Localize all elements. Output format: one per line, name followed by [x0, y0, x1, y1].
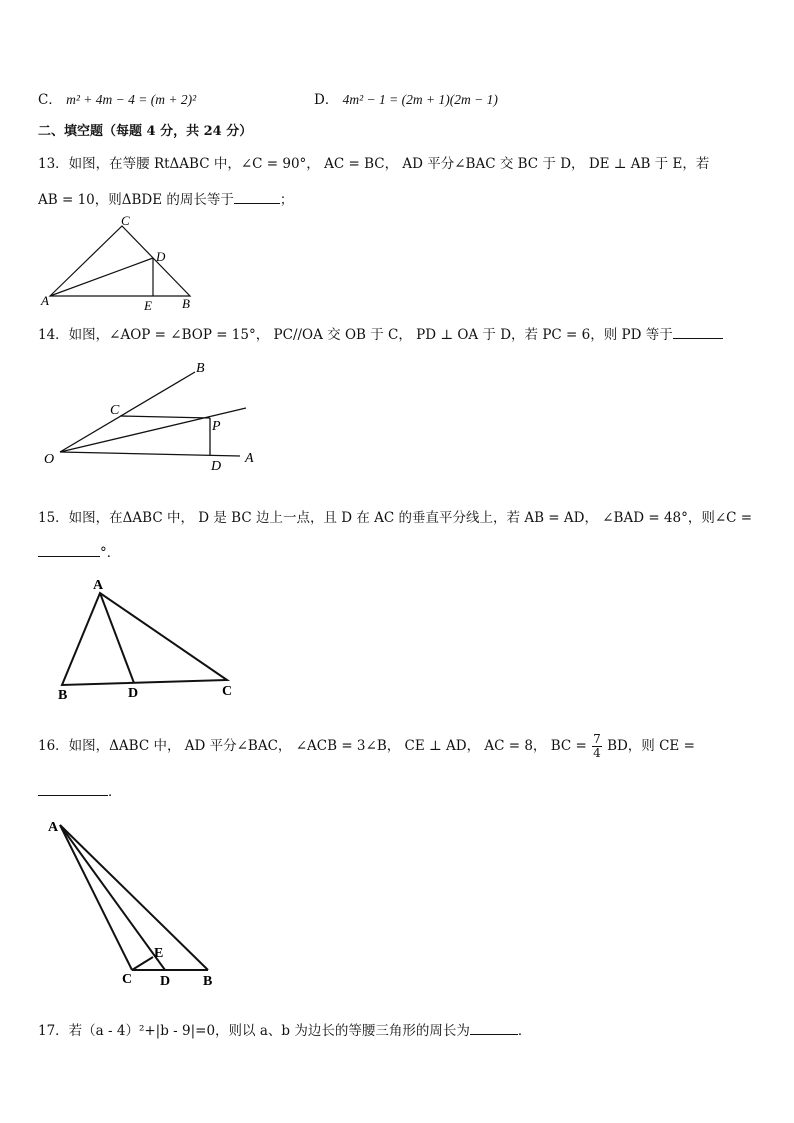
q15-label-c: C	[222, 684, 233, 699]
q14-label-c: C	[110, 403, 120, 418]
option-d-expression: 4m² − 1 = (2m + 1)(2m − 1)	[342, 92, 498, 107]
q17-text: 17．若（a - 4）²+|b - 9|=0，则以 a、b 为边长的等腰三角形的周长为	[38, 1023, 470, 1039]
q14-label-a: A	[245, 451, 254, 466]
q13-label-b: B	[182, 296, 190, 311]
q16-tail: ．	[108, 784, 122, 800]
q16-label-a: A	[48, 820, 59, 835]
q16-label-e: E	[154, 946, 164, 961]
q16-answer-blank[interactable]	[38, 781, 108, 796]
q14-figure	[40, 358, 270, 473]
q14-answer-blank[interactable]	[673, 324, 723, 339]
q15-label-a: A	[93, 578, 104, 593]
q15-tail: °．	[100, 545, 121, 561]
q15-label-b: B	[58, 688, 68, 703]
q15-line2	[38, 541, 120, 561]
option-c-expression: m² + 4m − 4 = (m + 2)²	[66, 92, 197, 107]
q16-fraction-numerator: 7	[593, 732, 601, 746]
q16-fraction-denominator: 4	[593, 746, 601, 760]
q14-line	[38, 323, 723, 343]
q13-line2	[38, 188, 293, 208]
section-title: 二、填空题（每题 4 分，共 24 分）	[38, 124, 253, 139]
q16-label-c: C	[122, 972, 133, 987]
q13-label-d: D	[156, 249, 166, 264]
q16-label-d: D	[160, 974, 171, 989]
q15-figure	[50, 575, 265, 703]
q14-label-d: D	[211, 459, 222, 474]
q14-label-o: O	[44, 452, 55, 467]
q16-line1	[38, 733, 695, 760]
q14-label-b: B	[196, 361, 205, 376]
q13-label-e: E	[144, 298, 152, 313]
q17-line	[38, 1019, 531, 1039]
q16-label-b: B	[203, 974, 213, 989]
option-c	[38, 88, 196, 108]
q13-label-a: A	[41, 293, 49, 308]
q17-tail: ．	[517, 1023, 532, 1039]
q14-text: 14．如图，∠AOP = ∠BOP = 15°， PC//OA 交 OB 于 C， PD ⊥ OA 于 D，若 PC = 6，则 PD 等于	[38, 327, 673, 343]
q15-answer-blank[interactable]	[38, 542, 100, 557]
q16-fraction	[592, 733, 602, 760]
option-d-label: D．	[314, 92, 339, 108]
q16-figure	[44, 815, 234, 990]
q15-label-d: D	[128, 686, 139, 701]
q16-text-b: BD，则 CE =	[607, 738, 695, 754]
q13-label-c: C	[121, 213, 130, 228]
q16-line2	[38, 780, 122, 800]
q13-line1: 13．如图，在等腰 RtΔABC 中，∠C = 90°， AC = BC， AD 平分∠BAC 交 BC 于 D， DE ⊥ AB 于 E，若	[38, 156, 710, 172]
option-d	[314, 88, 498, 108]
q15-line1: 15．如图，在ΔABC 中， D 是 BC 边上一点，且 D 在 AC 的垂直平分线上，若 AB = AD， ∠BAD = 48°，则∠C =	[38, 510, 753, 526]
q14-label-p: P	[212, 419, 221, 434]
q13-answer-blank[interactable]	[234, 189, 280, 204]
q13-tail: ；	[279, 192, 294, 208]
q13-line2-text: AB = 10，则ΔBDE 的周长等于	[38, 192, 234, 208]
q16-text-a: 16．如图，ΔABC 中， AD 平分∠BAC， ∠ACB = 3∠B， CE ⊥ AD， AC = 8， BC =	[38, 738, 587, 754]
q13-figure	[38, 213, 198, 313]
q17-answer-blank[interactable]	[470, 1020, 518, 1035]
option-c-label: C．	[38, 92, 62, 108]
